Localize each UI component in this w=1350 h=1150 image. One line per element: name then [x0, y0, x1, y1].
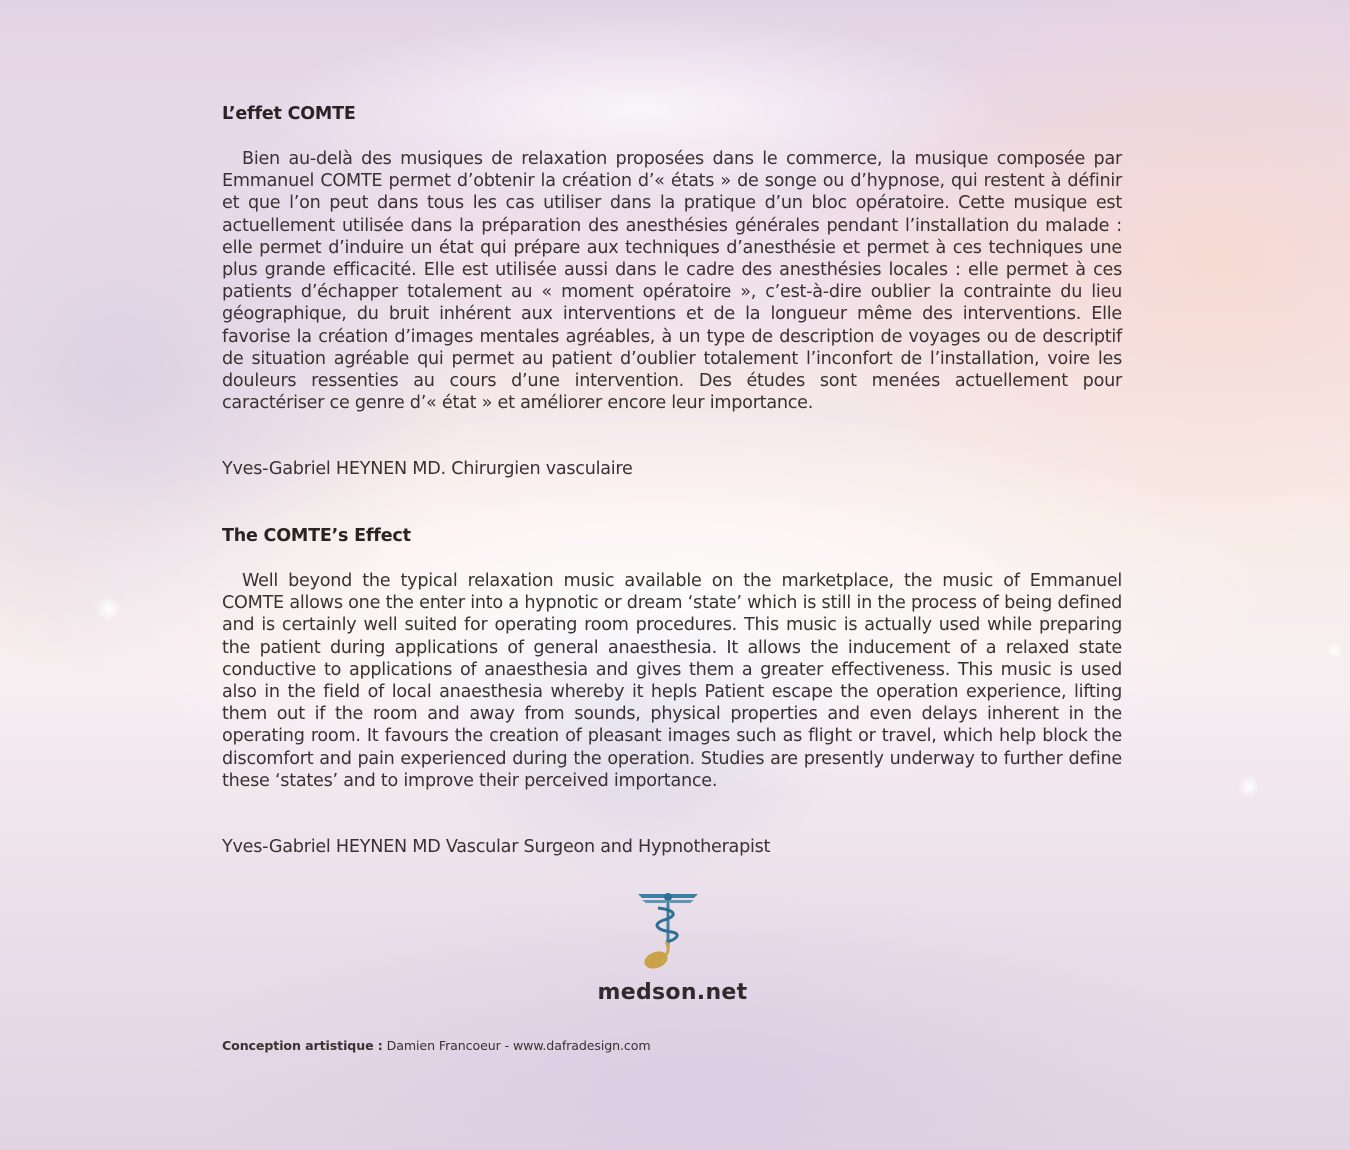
caduceus-music-note-icon	[636, 890, 700, 972]
french-heading: L’effet COMTE	[222, 104, 356, 124]
french-signature: Yves-Gabriel HEYNEN MD. Chirurgien vasculaire	[222, 459, 633, 479]
light-glint	[1326, 642, 1344, 660]
english-signature: Yves-Gabriel HEYNEN MD Vascular Surgeon and Hypnotherapist	[222, 837, 771, 857]
credit-text: Damien Francoeur - www.dafradesign.com	[382, 1038, 651, 1053]
english-heading: The COMTE’s Effect	[222, 526, 411, 546]
artistic-credit	[222, 1038, 651, 1053]
site-name: medson.net	[597, 980, 748, 1005]
french-paragraph: Bien au-delà des musiques de relaxation proposées dans le commerce, la musique composée par Emmanuel COMTE permet d’obtenir la création d’« états » de songe ou d’hypnose, qui restent à définir et que l’on peut dans tous les cas utiliser dans la pratique d’un bloc opératoire. Cette musique est actuellement utilisée dans la préparation des anesthésies générales pendant l’installation du malade : elle permet d’induire un état qui prépare aux techniques d’anesthésie et permet à ces techniques une plus grande efficacité. Elle est utilisée aussi dans le cadre des anesthésies locales : elle permet à ces patients d’échapper totalement au « moment opératoire », c’est-à-dire oublier la contrainte du lieu géographique, du bruit inhérent aux interventions et de la longueur même des interventions. Elle favorise la création d’images mentales agréables, à un type de description de voyages ou de descriptif de situation agréable qui permet au patient d’oublier totalement l’inconfort de l’installation, voire les douleurs ressenties au cours d’une intervention. Des études sont menées actuellement pour caractériser ce genre d’« état » et améliorer encore leur importance.	[222, 149, 1122, 414]
credit-label: Conception artistique :	[222, 1038, 383, 1053]
light-glint	[1238, 776, 1260, 798]
light-glint	[96, 596, 122, 622]
english-paragraph: Well beyond the typical relaxation music available on the marketplace, the music of Emmanuel COMTE allows one the enter into a hypnotic or dream ‘state’ which is still in the process of being defined and is certainly well suited for operating room procedures. This music is actually used while preparing the patient during applications of general anaesthesia. It allows the inducement of a relaxed state conductive to applications of anaesthesia and gives them a greater effectiveness. This music is used also in the field of local anaesthesia whereby it hepls Patient escape the operation experience, lifting them out if the room and away from sounds, physical properties and even delays inherent in the operating room. It favours the creation of pleasant images such as flight or travel, which help block the discomfort and pain experienced during the operation. Studies are presently underway to further define these ‘states’ and to improve their perceived importance.	[222, 571, 1122, 791]
